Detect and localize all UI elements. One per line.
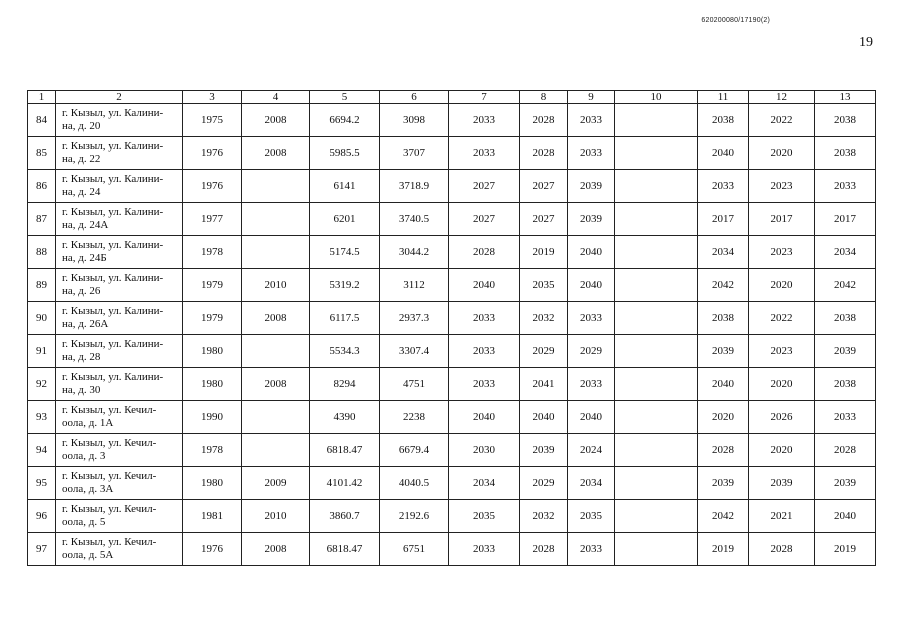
address-line-2: на, д. 30: [62, 384, 101, 396]
address-line-1: г. Кызыл, ул. Калини-: [62, 305, 164, 317]
table-cell: 2008: [242, 302, 310, 335]
table-cell: 2033: [568, 137, 615, 170]
table-cell: [242, 203, 310, 236]
address-line-2: оола, д. 1А: [62, 417, 114, 429]
table-cell: 2042: [698, 269, 749, 302]
address-cell: [56, 137, 183, 170]
address-line-2: оола, д. 5: [62, 516, 106, 528]
table-cell: 2033: [815, 170, 876, 203]
table-cell: 2021: [749, 500, 815, 533]
address-cell: [56, 500, 183, 533]
table-cell: 2030: [449, 434, 520, 467]
column-header: 4: [242, 91, 310, 104]
table-cell: 2040: [568, 401, 615, 434]
address-line-2: на, д. 26А: [62, 318, 109, 330]
table-cell: 2033: [449, 368, 520, 401]
address-line-2: на, д. 22: [62, 153, 101, 165]
table-cell: 2042: [698, 500, 749, 533]
address-line-1: г. Кызыл, ул. Калини-: [62, 239, 164, 251]
address-cell: [56, 434, 183, 467]
address-line-2: на, д. 24Б: [62, 252, 107, 264]
table-cell: 2035: [449, 500, 520, 533]
row-number-cell: 94: [28, 434, 56, 467]
table-cell: [242, 236, 310, 269]
table-cell: 2039: [698, 335, 749, 368]
table-cell: 1980: [183, 467, 242, 500]
table-cell: 2020: [749, 137, 815, 170]
table-cell: 2027: [520, 203, 568, 236]
table-cell: 2040: [449, 401, 520, 434]
table-cell: [615, 533, 698, 566]
address-line-2: на, д. 28: [62, 351, 101, 363]
address-line-1: г. Кызыл, ул. Калини-: [62, 107, 164, 119]
table-cell: 6694.2: [310, 104, 380, 137]
table-cell: [615, 170, 698, 203]
table-cell: 2040: [698, 137, 749, 170]
table-cell: 2035: [568, 500, 615, 533]
table-cell: 2019: [520, 236, 568, 269]
row-number-cell: 89: [28, 269, 56, 302]
table-cell: 2017: [698, 203, 749, 236]
address-line-1: г. Кызыл, ул. Калини-: [62, 173, 164, 185]
table-cell: 4390: [310, 401, 380, 434]
address-line-1: г. Кызыл, ул. Кечил-: [62, 503, 157, 515]
column-header: 1: [28, 91, 56, 104]
address-line-1: г. Кызыл, ул. Калини-: [62, 272, 164, 284]
table-cell: [615, 269, 698, 302]
address-cell: [56, 302, 183, 335]
table-cell: 2028: [815, 434, 876, 467]
table-cell: 2033: [698, 170, 749, 203]
table-cell: 2008: [242, 533, 310, 566]
table-cell: 2028: [520, 137, 568, 170]
table-cell: 2023: [749, 335, 815, 368]
table-cell: 4751: [380, 368, 449, 401]
table-cell: 2033: [449, 302, 520, 335]
column-header: 2: [56, 91, 183, 104]
row-number-cell: 88: [28, 236, 56, 269]
table-cell: 6141: [310, 170, 380, 203]
address-line-1: г. Кызыл, ул. Калини-: [62, 371, 164, 383]
table-cell: [615, 104, 698, 137]
table-cell: 2008: [242, 104, 310, 137]
table-cell: 2027: [449, 170, 520, 203]
table-cell: 2040: [698, 368, 749, 401]
column-header: 5: [310, 91, 380, 104]
table-cell: 5319.2: [310, 269, 380, 302]
table-cell: 2038: [815, 368, 876, 401]
table-cell: 2040: [568, 236, 615, 269]
table-cell: 2039: [815, 335, 876, 368]
column-header: 3: [183, 91, 242, 104]
table-row: [28, 467, 876, 500]
table-cell: 2029: [568, 335, 615, 368]
table-cell: 2038: [815, 302, 876, 335]
table-cell: 1980: [183, 368, 242, 401]
column-header: 10: [615, 91, 698, 104]
document-id: 620200080/17190(2): [701, 17, 770, 24]
row-number-cell: 90: [28, 302, 56, 335]
table-cell: 2019: [815, 533, 876, 566]
table-cell: 3044.2: [380, 236, 449, 269]
table-cell: 1990: [183, 401, 242, 434]
table-cell: 2033: [568, 302, 615, 335]
table-cell: 2042: [815, 269, 876, 302]
table-cell: 2026: [749, 401, 815, 434]
table-row: [28, 335, 876, 368]
table-cell: 2038: [698, 104, 749, 137]
table-cell: 6818.47: [310, 533, 380, 566]
table-cell: [615, 401, 698, 434]
table-cell: 1981: [183, 500, 242, 533]
table-cell: 1976: [183, 137, 242, 170]
table-cell: 4040.5: [380, 467, 449, 500]
table-cell: 2029: [520, 335, 568, 368]
address-cell: [56, 401, 183, 434]
table-cell: 1976: [183, 170, 242, 203]
table-cell: 5174.5: [310, 236, 380, 269]
row-number-cell: 85: [28, 137, 56, 170]
table-cell: 4101.42: [310, 467, 380, 500]
row-number-cell: 87: [28, 203, 56, 236]
table-row: [28, 302, 876, 335]
table-cell: 2008: [242, 368, 310, 401]
row-number-cell: 91: [28, 335, 56, 368]
housing-table: [27, 90, 876, 566]
table-cell: 2028: [520, 104, 568, 137]
table-cell: 2192.6: [380, 500, 449, 533]
table-cell: 2040: [449, 269, 520, 302]
table-cell: 2038: [815, 104, 876, 137]
table-row: [28, 533, 876, 566]
table-cell: 2039: [815, 467, 876, 500]
table-cell: [242, 335, 310, 368]
address-cell: [56, 236, 183, 269]
table-cell: 2040: [815, 500, 876, 533]
table-row: [28, 434, 876, 467]
row-number-cell: 96: [28, 500, 56, 533]
address-cell: [56, 170, 183, 203]
table-cell: [615, 137, 698, 170]
table-cell: [615, 500, 698, 533]
address-cell: [56, 533, 183, 566]
table-cell: 2022: [749, 104, 815, 137]
table-cell: 2937.3: [380, 302, 449, 335]
table-cell: 2010: [242, 500, 310, 533]
header-row: [28, 91, 876, 104]
table-cell: [242, 434, 310, 467]
column-header: 13: [815, 91, 876, 104]
table-cell: 1980: [183, 335, 242, 368]
table-cell: 2038: [815, 137, 876, 170]
column-header: 7: [449, 91, 520, 104]
table-cell: [615, 236, 698, 269]
table-cell: 6201: [310, 203, 380, 236]
address-line-2: на, д. 24А: [62, 219, 109, 231]
table-cell: 3112: [380, 269, 449, 302]
column-header: 11: [698, 91, 749, 104]
table-cell: 3718.9: [380, 170, 449, 203]
table-cell: 2041: [520, 368, 568, 401]
table-cell: 2032: [520, 302, 568, 335]
table-cell: 2017: [815, 203, 876, 236]
table-row: [28, 368, 876, 401]
address-cell: [56, 467, 183, 500]
table-cell: 2028: [449, 236, 520, 269]
table-cell: [615, 467, 698, 500]
address-line-2: оола, д. 3: [62, 450, 106, 462]
table-cell: 2040: [568, 269, 615, 302]
table-row: [28, 500, 876, 533]
table-cell: 6117.5: [310, 302, 380, 335]
address-line-2: оола, д. 3А: [62, 483, 114, 495]
table-cell: 2033: [449, 104, 520, 137]
table-cell: 2039: [568, 170, 615, 203]
table-row: [28, 104, 876, 137]
address-line-1: г. Кызыл, ул. Кечил-: [62, 470, 157, 482]
table-row: [28, 269, 876, 302]
table-cell: 6751: [380, 533, 449, 566]
table-cell: 6679.4: [380, 434, 449, 467]
table-cell: 3707: [380, 137, 449, 170]
table-cell: 1977: [183, 203, 242, 236]
table-cell: 2024: [568, 434, 615, 467]
table-row: [28, 236, 876, 269]
table-cell: [615, 368, 698, 401]
table-cell: 2034: [698, 236, 749, 269]
table-cell: 2010: [242, 269, 310, 302]
table-cell: 2008: [242, 137, 310, 170]
table-cell: 5985.5: [310, 137, 380, 170]
address-cell: [56, 104, 183, 137]
row-number-cell: 84: [28, 104, 56, 137]
table-cell: 2023: [749, 170, 815, 203]
table-cell: 2020: [698, 401, 749, 434]
table-cell: 3740.5: [380, 203, 449, 236]
table-cell: 2033: [568, 368, 615, 401]
table-cell: 2038: [698, 302, 749, 335]
table-row: [28, 401, 876, 434]
table-cell: 6818.47: [310, 434, 380, 467]
table-cell: 2032: [520, 500, 568, 533]
table-cell: 2017: [749, 203, 815, 236]
column-header: 6: [380, 91, 449, 104]
table-cell: 2028: [749, 533, 815, 566]
table-cell: 2028: [698, 434, 749, 467]
table-cell: 2029: [520, 467, 568, 500]
table-cell: 1979: [183, 269, 242, 302]
table-cell: 2034: [568, 467, 615, 500]
table-cell: [615, 203, 698, 236]
row-number-cell: 95: [28, 467, 56, 500]
table-row: [28, 170, 876, 203]
table-cell: 2040: [520, 401, 568, 434]
table-cell: 1975: [183, 104, 242, 137]
address-line-2: оола, д. 5А: [62, 549, 114, 561]
table-cell: 2033: [449, 533, 520, 566]
table-cell: 2022: [749, 302, 815, 335]
table-cell: 2020: [749, 434, 815, 467]
table-cell: 2238: [380, 401, 449, 434]
column-header: 9: [568, 91, 615, 104]
table-cell: 3307.4: [380, 335, 449, 368]
table-row: [28, 203, 876, 236]
table-cell: 2039: [698, 467, 749, 500]
table-row: [28, 137, 876, 170]
table-cell: 5534.3: [310, 335, 380, 368]
table-cell: 2020: [749, 269, 815, 302]
table-cell: 8294: [310, 368, 380, 401]
table-cell: 2009: [242, 467, 310, 500]
table-cell: 2034: [449, 467, 520, 500]
address-line-1: г. Кызыл, ул. Кечил-: [62, 404, 157, 416]
address-cell: [56, 269, 183, 302]
table-cell: 2019: [698, 533, 749, 566]
table-cell: 1978: [183, 236, 242, 269]
table-cell: 1979: [183, 302, 242, 335]
table-cell: 2039: [520, 434, 568, 467]
table-cell: [615, 335, 698, 368]
table-cell: 2034: [815, 236, 876, 269]
address-line-2: на, д. 26: [62, 285, 101, 297]
table-cell: [615, 434, 698, 467]
table-cell: 2027: [520, 170, 568, 203]
address-line-2: на, д. 20: [62, 120, 101, 132]
table-cell: 2033: [568, 533, 615, 566]
address-line-2: на, д. 24: [62, 186, 101, 198]
table-cell: 2020: [749, 368, 815, 401]
table-cell: 3860.7: [310, 500, 380, 533]
address-cell: [56, 335, 183, 368]
table-cell: [615, 302, 698, 335]
table-cell: 2033: [449, 137, 520, 170]
table-cell: 2035: [520, 269, 568, 302]
table-cell: 2027: [449, 203, 520, 236]
address-line-1: г. Кызыл, ул. Калини-: [62, 140, 164, 152]
address-line-1: г. Кызыл, ул. Калини-: [62, 206, 164, 218]
table-cell: 2033: [568, 104, 615, 137]
column-header: 8: [520, 91, 568, 104]
table-cell: 2039: [568, 203, 615, 236]
address-line-1: г. Кызыл, ул. Калини-: [62, 338, 164, 350]
table-cell: 3098: [380, 104, 449, 137]
table-cell: 1978: [183, 434, 242, 467]
table-cell: 1976: [183, 533, 242, 566]
row-number-cell: 93: [28, 401, 56, 434]
page-number: 19: [859, 35, 873, 50]
table-cell: 2028: [520, 533, 568, 566]
table-cell: [242, 401, 310, 434]
column-header: 12: [749, 91, 815, 104]
table-cell: 2033: [449, 335, 520, 368]
row-number-cell: 86: [28, 170, 56, 203]
address-cell: [56, 368, 183, 401]
row-number-cell: 92: [28, 368, 56, 401]
table-cell: [242, 170, 310, 203]
table-cell: 2039: [749, 467, 815, 500]
table-cell: 2033: [815, 401, 876, 434]
row-number-cell: 97: [28, 533, 56, 566]
address-line-1: г. Кызыл, ул. Кечил-: [62, 437, 157, 449]
address-line-1: г. Кызыл, ул. Кечил-: [62, 536, 157, 548]
address-cell: [56, 203, 183, 236]
table-cell: 2023: [749, 236, 815, 269]
